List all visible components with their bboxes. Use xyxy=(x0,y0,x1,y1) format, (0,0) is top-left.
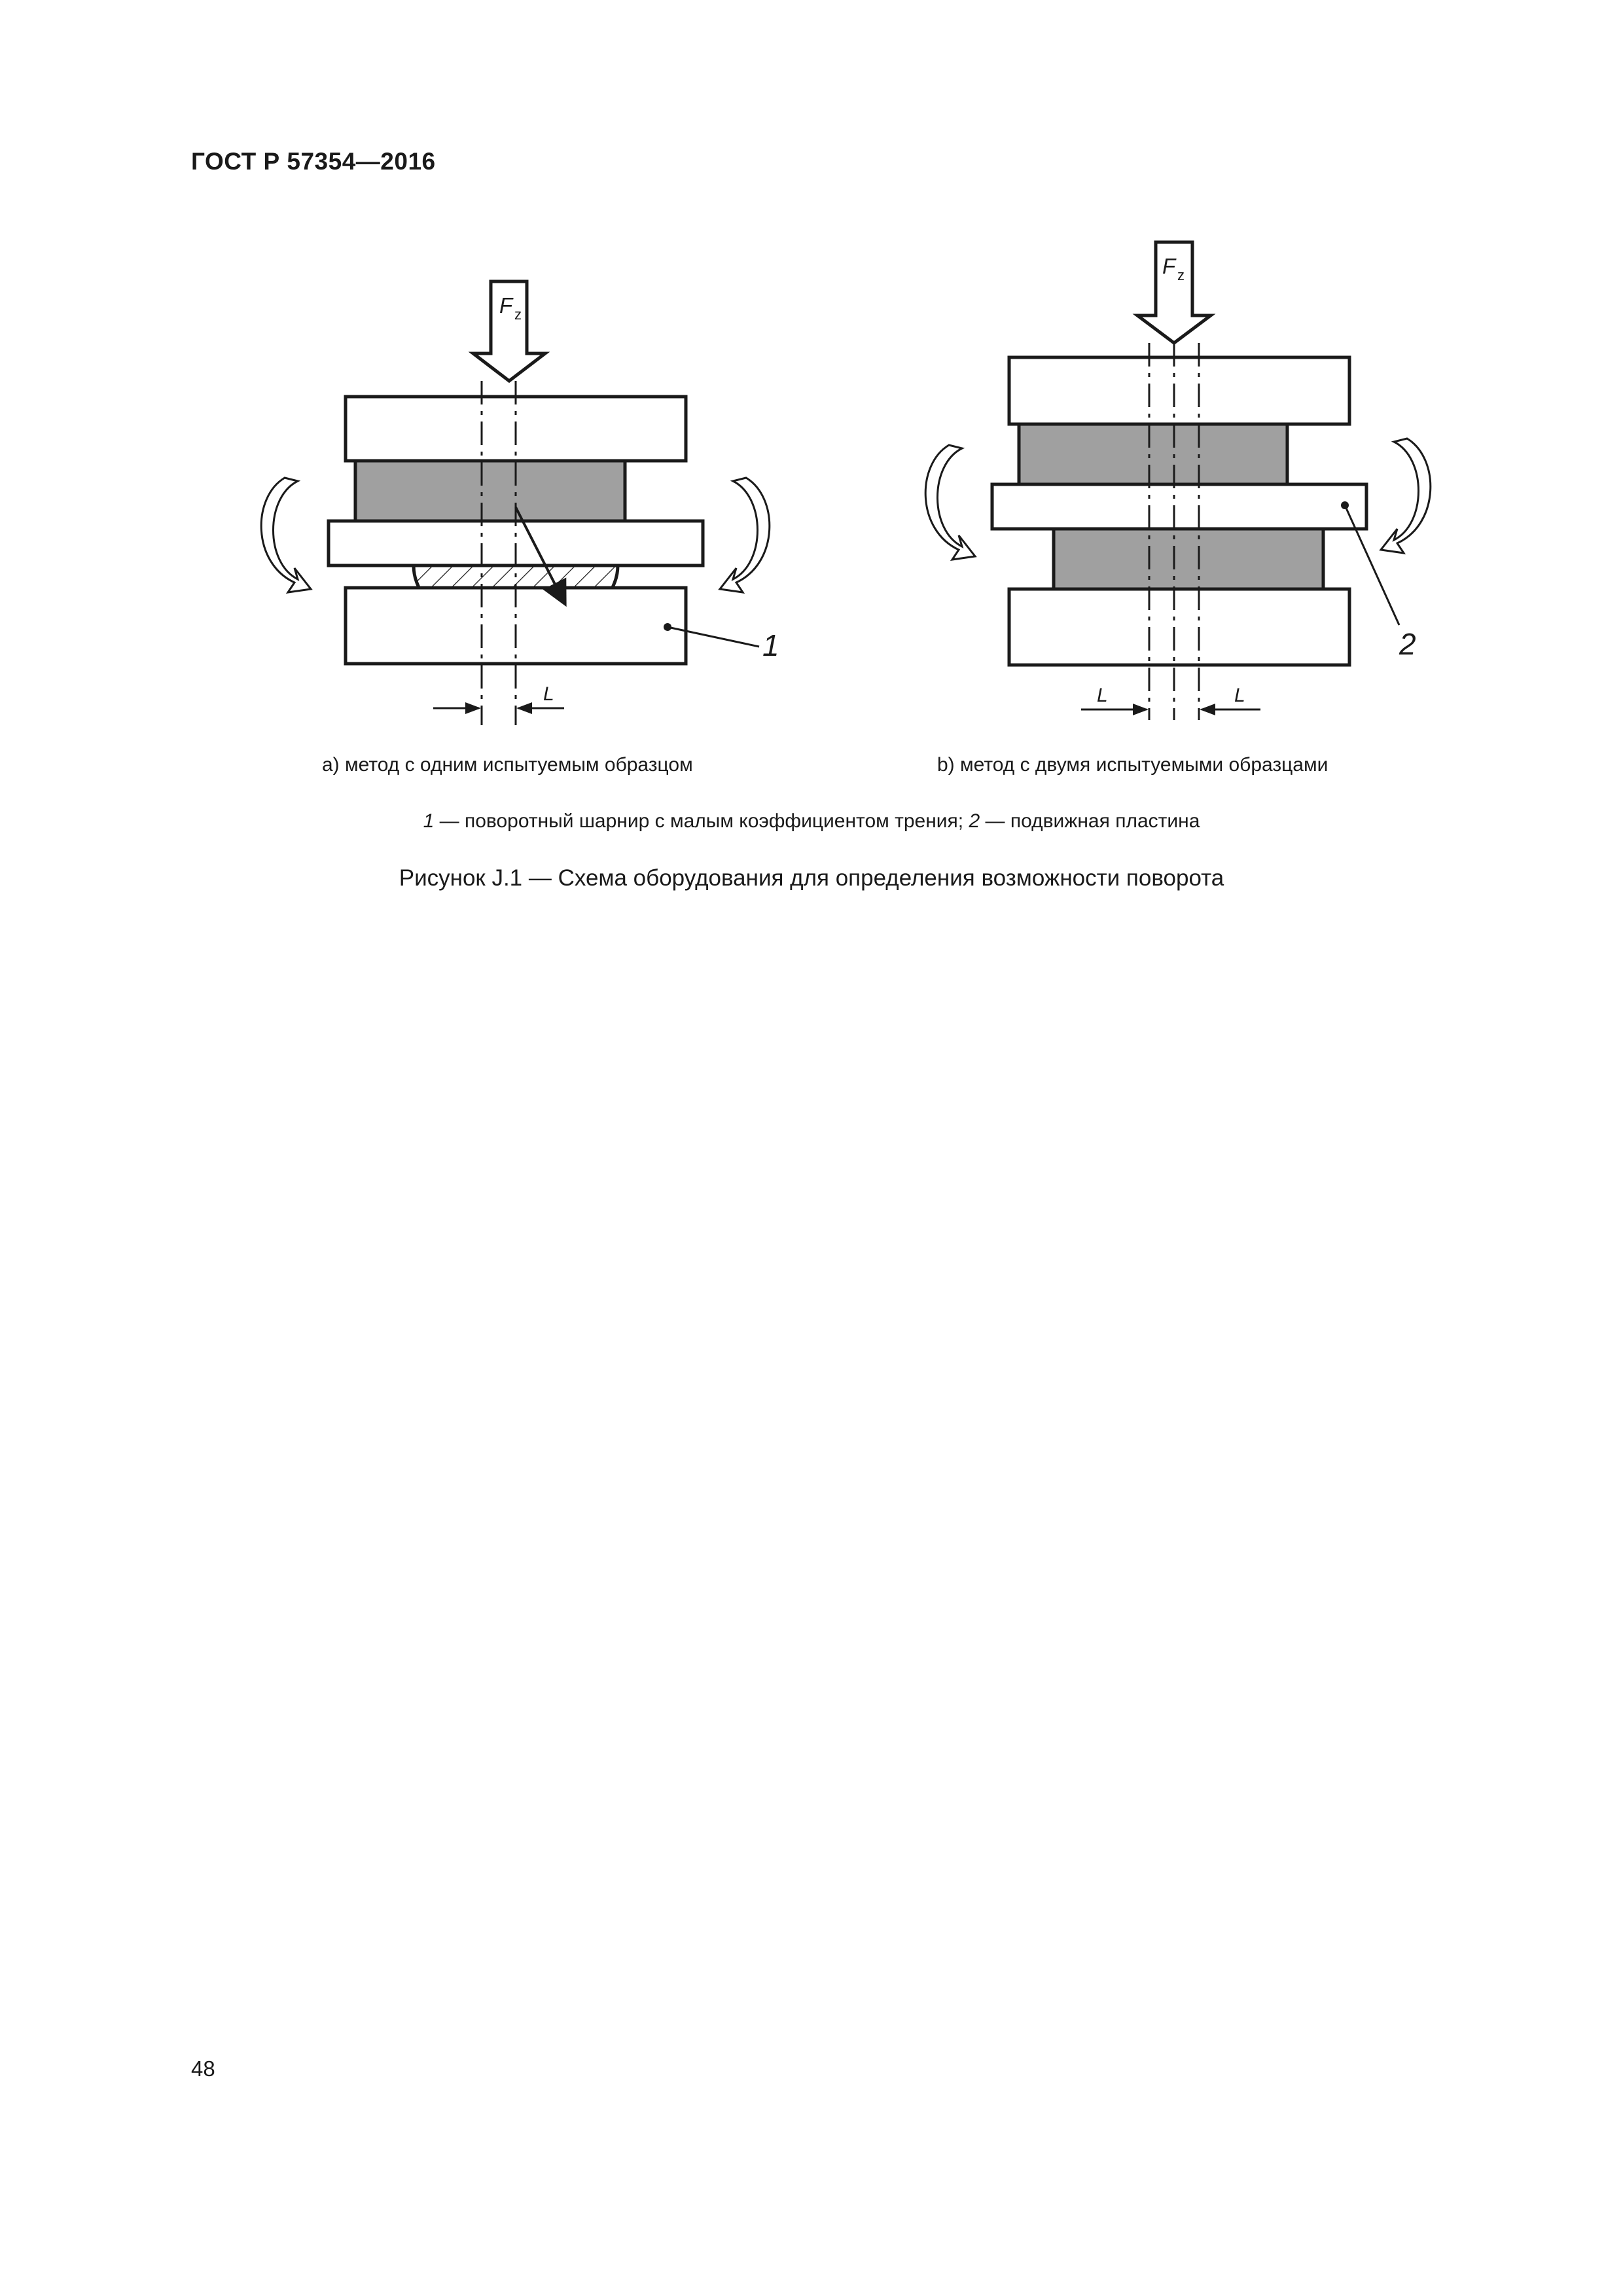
length-label-b-right: L xyxy=(1234,685,1245,706)
rotation-arrow-b-right xyxy=(1381,439,1431,553)
figure-svg xyxy=(0,0,1623,916)
callout-label-1: 1 xyxy=(762,628,779,662)
document-header: ГОСТ Р 57354—2016 xyxy=(191,148,436,175)
page-number: 48 xyxy=(191,2056,215,2081)
top-plate-b xyxy=(1009,357,1349,424)
figure-j1 xyxy=(0,0,1623,916)
diagram-a xyxy=(261,281,770,725)
specimen-b-bottom xyxy=(1054,529,1323,589)
length-label-b-left: L xyxy=(1097,685,1108,706)
diagram-b xyxy=(925,242,1431,720)
legend-number-2: 2 xyxy=(969,810,980,832)
specimen-a xyxy=(355,461,625,521)
figure-title: Рисунок J.1 — Схема оборудования для определения возможности поворота xyxy=(399,865,1224,891)
caption-b: b) метод с двумя испытуемыми образцами xyxy=(937,754,1329,776)
figure-legend xyxy=(0,810,1623,833)
rotation-arrow-b-left xyxy=(925,445,975,560)
caption-a: a) метод с одним испытуемым образцом xyxy=(322,754,693,776)
force-subscript-b: z xyxy=(1177,267,1185,283)
movable-plate-b xyxy=(992,484,1366,529)
force-label-a: F xyxy=(499,293,513,317)
length-label-a: L xyxy=(543,683,554,705)
legend-text-1: — поворотный шарнир с малым коэффициентом трения; xyxy=(434,810,969,832)
rotation-arrow-a-left xyxy=(261,478,311,592)
callout-label-2: 2 xyxy=(1399,627,1416,661)
legend-number-1: 1 xyxy=(423,810,435,832)
legend-text-2: — подвижная пластина xyxy=(980,810,1200,832)
rotation-arrow-a-right xyxy=(720,478,770,592)
specimen-b-top xyxy=(1019,424,1287,484)
force-subscript-a: z xyxy=(514,306,522,323)
callout-line-2 xyxy=(1345,505,1399,625)
force-label-b: F xyxy=(1162,254,1176,278)
bottom-plate-b xyxy=(1009,589,1349,665)
